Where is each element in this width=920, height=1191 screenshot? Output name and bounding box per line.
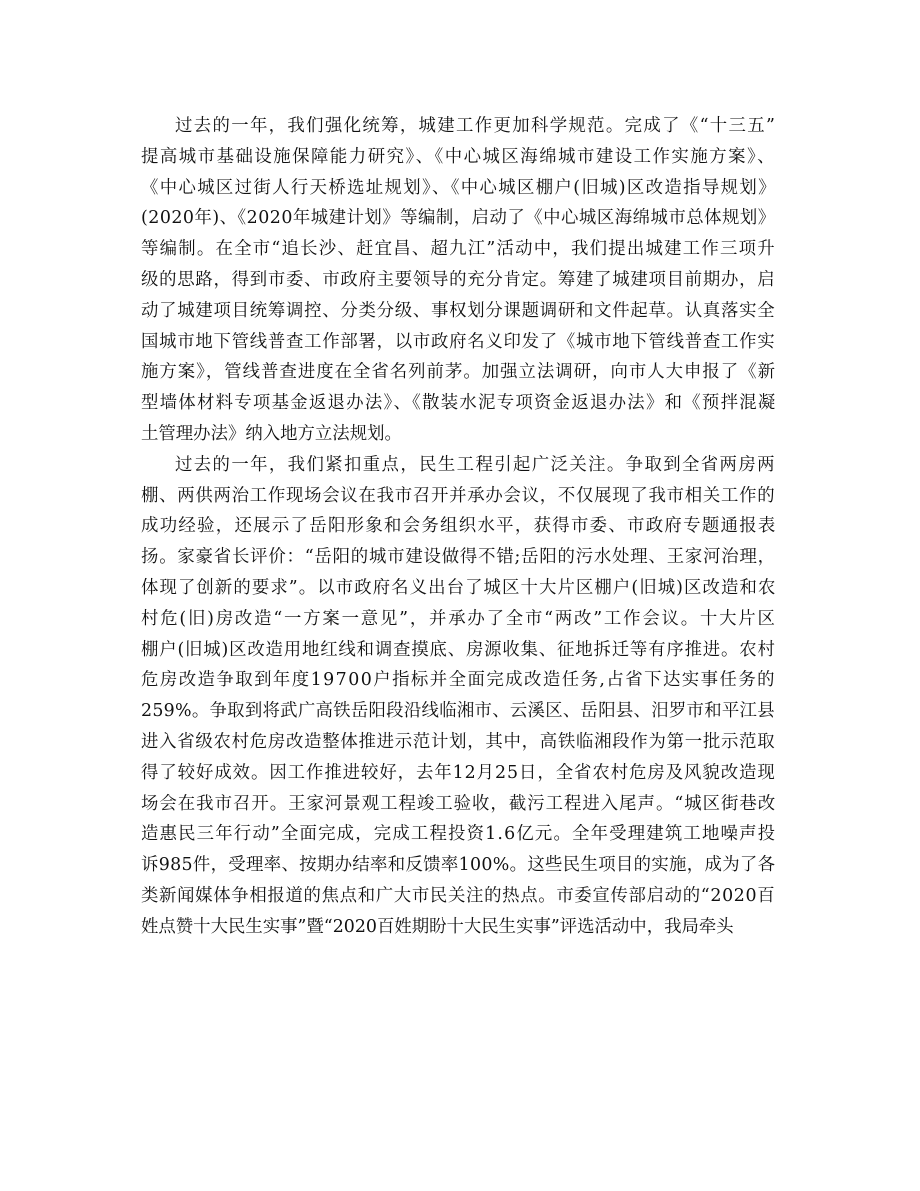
paragraph-2-line-16: 姓点赞十大民生实事”暨“2020百姓期盼十大民生实事”评选活动中，我局牵头 [141,916,734,937]
paragraph-1-line-10: 型墙体材料专项基金返退办法》、《散装水泥专项资金返退办法》和《预拌混凝 [141,393,777,414]
paragraph-2-line-14: 诉985件，受理率、按期办结率和反馈率100%。这些民生项目的实施，成为了各 [141,855,776,876]
paragraph-2-line-4: 扬。家豪省长评价：“岳阳的城市建设做得不错;岳阳的污水处理、王家河治理， [141,547,776,568]
paragraph-1-line-8: 国城市地下管线普查工作部署，以市政府名义印发了《城市地下管线普查工作实 [141,331,776,352]
paragraph-2-line-3: 成功经验，还展示了岳阳形象和会务组织水平，获得市委、市政府专题通报表 [141,516,777,537]
paragraph-2-line-8: 危房改造争取到年度19700户指标并全面完成改造任务,占省下达实事任务的 [141,670,777,691]
paragraph-1-line-9: 施方案》，管线普查进度在全省名列前茅。加强立法调研，向市人大申报了《新 [141,362,776,383]
paragraph-1-line-2: 提高城市基础设施保障能力研究》、《中心城区海绵城市建设工作实施方案》、 [141,146,777,167]
paragraph-1-line-7: 动了城建项目统筹调控、分类分级、事权划分课题调研和文件起草。认真落实全 [141,300,776,321]
paragraph-2-line-9: 259%。争取到将武广高铁岳阳段沿线临湘市、云溪区、岳阳县、汨罗市和平江县 [141,701,775,722]
paragraph-1-line-11: 土管理办法》纳入地方立法规划。 [141,424,402,444]
paragraph-2-line-2: 棚、两供两治工作现场会议在我市召开并承办会议，不仅展现了我市相关工作的 [141,485,776,506]
paragraph-2-line-10: 进入省级农村危房改造整体推进示范计划，其中，高铁临湘段作为第一批示范取 [141,732,776,752]
paragraph-2-line-12: 场会在我市召开。王家河景观工程竣工验收，截污工程进入尾声。“城区街巷改 [141,793,777,814]
paragraph-1-line-6: 级的思路，得到市委、市政府主要领导的充分肯定。筹建了城建项目前期办，启 [141,270,776,290]
paragraph-1-line-5: 等编制。在全市“追长沙、赶宜昌、超九江”活动中，我们提出城建工作三项升 [141,239,776,260]
paragraph-2-line-1: 过去的一年，我们紧扣重点，民生工程引起广泛关注。争取到全省两房两 [175,454,776,475]
paragraph-1-line-1: 过去的一年，我们强化统筹，城建工作更加科学规范。完成了《“十三五” [175,116,777,136]
paragraph-2-line-11: 得了较好成效。因工作推进较好，去年12月25日，全省农村危房及风貌改造现 [141,762,776,783]
paragraph-1-line-4: (2020年)、《2020年城建计划》等编制，启动了《中心城区海绵城市总体规划》 [141,208,776,229]
paragraph-1-line-3: 《中心城区过街人行天桥选址规划》、《中心城区棚户(旧城)区改造指导规划》 [141,177,777,198]
paragraph-2-line-5: 体现了创新的要求”。以市政府名义出台了城区十大片区棚户(旧城)区改造和农 [141,578,777,598]
paragraph-2-line-15: 类新闻媒体争相报道的焦点和广大市民关注的热点。市委宣传部启动的“2020百 [141,886,776,906]
paragraph-2-line-6: 村危(旧)房改造“一方案一意见”，并承办了全市“两改”工作会议。十大片区 [141,608,777,629]
paragraph-2-line-13: 造惠民三年行动”全面完成，完成工程投资1.6亿元。全年受理建筑工地噪声投 [141,824,777,845]
paragraph-2-line-7: 棚户(旧城)区改造用地红线和调查摸底、房源收集、征地拆迁等有序推进。农村 [141,639,776,660]
